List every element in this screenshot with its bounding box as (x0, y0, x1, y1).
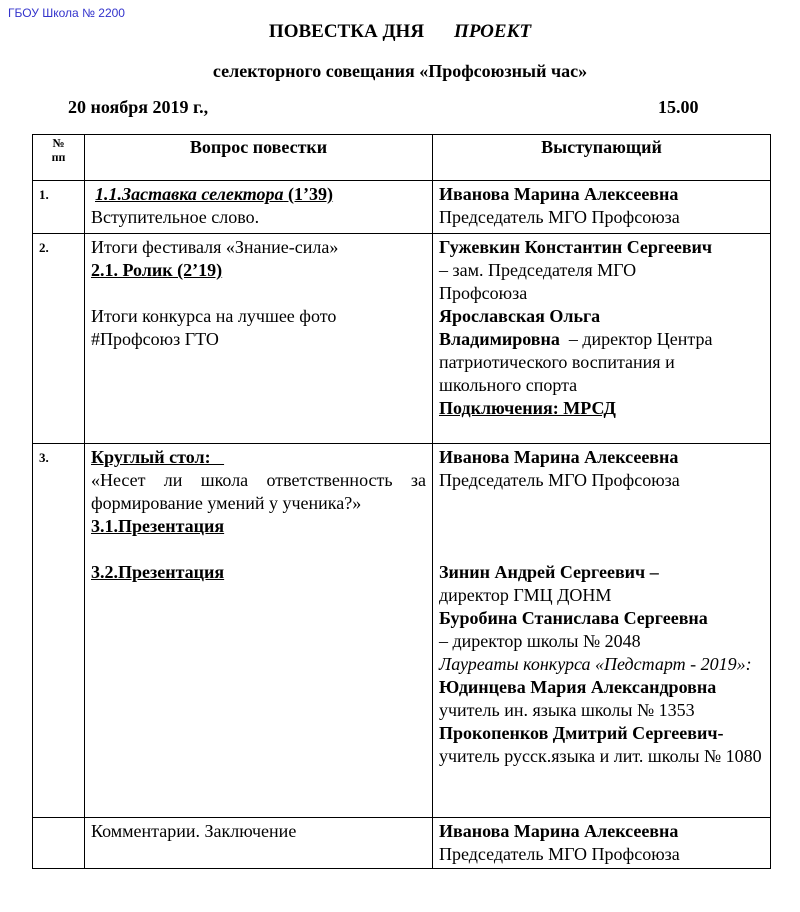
speaker-role: директор ГМЦ ДОНМ (439, 585, 612, 605)
row-number (33, 818, 85, 869)
row-number: 1. (33, 181, 85, 234)
connections-label: Подключения: МРСД (439, 398, 616, 418)
header-number (33, 135, 85, 181)
table-header-row (33, 135, 771, 181)
item-text: Итоги фестиваля «Знание-сила» (91, 237, 339, 257)
meeting-subtitle: селекторного совещания «Профсоюзный час» (212, 61, 588, 81)
speaker-name: Прокопенков Дмитрий Сергеевич- (439, 723, 724, 743)
speaker-name: Иванова Марина Алексеевна (439, 821, 679, 841)
meeting-time: 15.00 (658, 97, 699, 117)
speaker-role: – зам. Председателя МГО (439, 260, 637, 280)
table-row (33, 818, 771, 869)
question-cell (85, 818, 433, 869)
item-text: Комментарии. Заключение (91, 821, 297, 841)
row-number: 2. (33, 234, 85, 444)
project-label: ПРОЕКТ (454, 21, 532, 42)
speaker-name: Зинин Андрей Сергеевич – (439, 562, 659, 582)
speaker-role: Председатель МГО Профсоюза (439, 207, 680, 227)
school-watermark: ГБОУ Школа № 2200 (8, 6, 125, 20)
agenda-table (32, 134, 771, 869)
speaker-cell (433, 444, 771, 818)
speaker-role: – директор Центра (559, 329, 713, 349)
item-3-2: 3.2.Презентация (91, 562, 225, 582)
table-row (33, 234, 771, 444)
speaker-role: школьного спорта (439, 375, 578, 395)
speaker-role: учитель русск.языка и лит. школы № 1080 (439, 746, 762, 766)
speaker-role: – директор школы № 2048 (439, 631, 641, 651)
item-text: #Профсоюз ГТО (91, 329, 219, 349)
speaker-cell (433, 818, 771, 869)
round-table-topic: «Несет ли школа ответственность за формирование умений у ученика?» (91, 470, 426, 513)
title-text: ПОВЕСТКА ДНЯ (268, 21, 425, 42)
header-speaker: Выступающий (433, 135, 771, 181)
agenda-title (0, 21, 800, 43)
speaker-cell (433, 181, 771, 234)
speaker-role: Председатель МГО Профсоюза (439, 470, 680, 490)
speaker-name: Ярославская Ольга (439, 306, 601, 326)
question-cell (85, 181, 433, 234)
header-number-abbr: пп (51, 150, 66, 164)
item-1-1: 1.1.Заставка селектора (95, 184, 284, 204)
question-cell (85, 444, 433, 818)
speaker-cell (433, 234, 771, 444)
speaker-name: Буробина Станислава Сергеевна (439, 608, 708, 628)
speaker-name: Иванова Марина Алексеевна (439, 447, 679, 467)
meeting-date: 20 ноября 2019 г., (68, 97, 209, 117)
speaker-role: учитель ин. языка школы № 1353 (439, 700, 695, 720)
round-table-label: Круглый стол: (91, 447, 225, 467)
speaker-role: Председатель МГО Профсоюза (439, 844, 680, 864)
table-row (33, 444, 771, 818)
speaker-name: Гужевкин Константин Сергеевич (439, 237, 713, 257)
item-3-1: 3.1.Презентация (91, 516, 225, 536)
item-text: Итоги конкурса на лучшее фото (91, 306, 337, 326)
laureates-label: Лауреаты конкурса «Педстарт - 2019»: (439, 654, 752, 674)
speaker-name: Иванова Марина Алексеевна (439, 184, 679, 204)
speaker-name: Владимировна (439, 329, 560, 349)
header-question: Вопрос повестки (85, 135, 433, 181)
item-2-1: 2.1. Ролик (2’19) (91, 260, 223, 280)
speaker-name: Юдинцева Мария Александровна (439, 677, 717, 697)
speaker-role: патриотического воспитания и (439, 352, 675, 372)
table-row (33, 181, 771, 234)
header-number-symbol: № (52, 136, 65, 150)
speaker-role: Профсоюза (439, 283, 528, 303)
item-1-1-duration: (1’39) (283, 184, 334, 204)
item-text: Вступительное слово. (91, 207, 260, 227)
question-cell (85, 234, 433, 444)
row-number: 3. (33, 444, 85, 818)
